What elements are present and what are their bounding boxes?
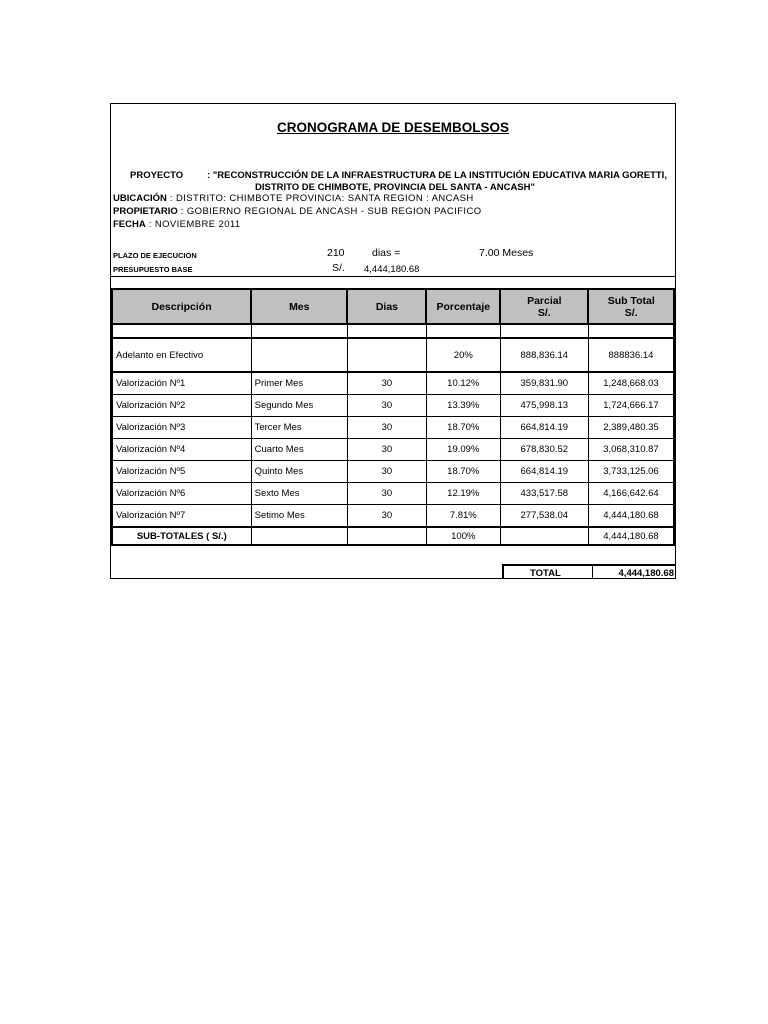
table-row [112, 439, 674, 461]
row-porcentaje: 10.12% [426, 372, 500, 395]
row-parcial: 664,814.19 [500, 461, 588, 483]
row-parcial: 433,517.58 [500, 483, 588, 505]
col-parcial-line1: Parcial [527, 294, 562, 307]
fecha-value: : NOVIEMBRE 2011 [148, 219, 241, 230]
proyecto-line-1: : "RECONSTRUCCIÓN DE LA INFRAESTRUCTURA DE LA INSTITUCIÓN EDUCATIVA MARIA GORETTI, [207, 170, 667, 181]
subtotales-subtotal: 4,444,180.68 [588, 527, 674, 545]
propietario-label: PROPIETARIO [113, 206, 178, 217]
total-separator [592, 566, 593, 579]
adelanto-parcial: 888,836.14 [500, 338, 588, 372]
row-dias: 30 [347, 372, 426, 395]
plazo-label: PLAZO DE EJECUCION [113, 251, 197, 260]
subtotales-porcentaje: 100% [426, 527, 500, 545]
spacer-cell [500, 324, 588, 338]
propietario-value: : GOBIERNO REGIONAL DE ANCASH - SUB REGION PACIFICO [180, 206, 482, 217]
document-title: CRONOGRAMA DE DESEMBOLSOS [276, 120, 509, 135]
row-dias: 30 [347, 417, 426, 439]
proyecto-line-2: DISTRITO DE CHIMBOTE, PROVINCIA DEL SANTA - ANCASH" [255, 182, 536, 193]
proyecto-label: PROYECTO [130, 170, 184, 181]
ubicacion-row [113, 193, 474, 204]
header-divider [111, 276, 675, 277]
row-subtotal: 1,724,666.17 [588, 395, 674, 417]
document-sheet [110, 103, 676, 579]
total-label: TOTAL [530, 568, 561, 579]
col-subtotal-line1: Sub Total [607, 294, 655, 307]
fecha-label: FECHA [113, 219, 146, 230]
presupuesto-label: PRESUPUESTO BASE [113, 265, 193, 274]
row-parcial: 277,538.04 [500, 505, 588, 528]
table-header-row [112, 289, 674, 324]
row-subtotal: 1,248,668.03 [588, 372, 674, 395]
row-subtotal: 3,733,125.06 [588, 461, 674, 483]
row-porcentaje: 7.81% [426, 505, 500, 528]
plazo-dias: 210 [327, 247, 345, 259]
plazo-meses: 7.00 Meses [479, 247, 534, 259]
col-subtotal-line2: S/. [624, 306, 638, 319]
table-row [112, 505, 674, 528]
propietario-row [113, 206, 482, 217]
row-dias: 30 [347, 439, 426, 461]
subtotales-row [112, 527, 674, 545]
row-parcial: 359,831.90 [500, 372, 588, 395]
col-dias: Dias [347, 289, 426, 324]
row-descripcion: Valorización Nº7 [112, 505, 251, 528]
subtotales-label: SUB-TOTALES ( S/.) [112, 527, 251, 545]
row-mes: Segundo Mes [251, 395, 347, 417]
table-row [112, 483, 674, 505]
col-mes: Mes [251, 289, 347, 324]
row-mes: Cuarto Mes [251, 439, 347, 461]
subtotales-dias [347, 527, 426, 545]
presupuesto-currency: S/. [332, 262, 345, 274]
total-box [502, 564, 676, 579]
spacer-cell [588, 324, 674, 338]
ubicacion-label: UBICACIÓN [113, 193, 167, 204]
row-parcial: 664,814.19 [500, 417, 588, 439]
table-row [112, 461, 674, 483]
row-mes: Primer Mes [251, 372, 347, 395]
row-mes: Sexto Mes [251, 483, 347, 505]
adelanto-row [112, 338, 674, 372]
row-dias: 30 [347, 483, 426, 505]
subtotales-mes [251, 527, 347, 545]
row-descripcion: Valorización Nº5 [112, 461, 251, 483]
adelanto-mes [251, 338, 347, 372]
col-parcial-line2: S/. [537, 306, 551, 319]
row-subtotal: 4,444,180.68 [588, 505, 674, 528]
presupuesto-value: 4,444,180.68 [364, 264, 420, 275]
row-parcial: 475,998.13 [500, 395, 588, 417]
subtotales-parcial [500, 527, 588, 545]
table-row [112, 372, 674, 395]
adelanto-descripcion: Adelanto en Efectivo [112, 338, 251, 372]
spacer-cell [112, 324, 251, 338]
col-descripcion: Descripción [112, 289, 251, 324]
spacer-cell [251, 324, 347, 338]
row-porcentaje: 13.39% [426, 395, 500, 417]
row-dias: 30 [347, 461, 426, 483]
fecha-row [113, 219, 241, 230]
col-subtotal [588, 289, 674, 324]
row-porcentaje: 19.09% [426, 439, 500, 461]
ubicacion-value: : DISTRITO: CHIMBOTE PROVINCIA: SANTA REGION : ANCASH [169, 193, 474, 204]
row-descripcion: Valorización Nº3 [112, 417, 251, 439]
row-mes: Quinto Mes [251, 461, 347, 483]
spacer-cell [347, 324, 426, 338]
row-dias: 30 [347, 395, 426, 417]
disbursement-table [111, 288, 675, 546]
row-descripcion: Valorización Nº6 [112, 483, 251, 505]
adelanto-porcentaje: 20% [426, 338, 500, 372]
row-mes: Setimo Mes [251, 505, 347, 528]
table-spacer-row [112, 324, 674, 338]
row-subtotal: 2,389,480.35 [588, 417, 674, 439]
row-porcentaje: 12.19% [426, 483, 500, 505]
row-descripcion: Valorización Nº4 [112, 439, 251, 461]
row-descripcion: Valorización Nº1 [112, 372, 251, 395]
col-parcial [500, 289, 588, 324]
table-row [112, 395, 674, 417]
col-porcentaje: Porcentaje [426, 289, 500, 324]
plazo-dias-label: dias = [372, 247, 401, 259]
row-descripcion: Valorización Nº2 [112, 395, 251, 417]
adelanto-subtotal: 888836.14 [588, 338, 674, 372]
row-subtotal: 4,166,642.64 [588, 483, 674, 505]
row-subtotal: 3,068,310.87 [588, 439, 674, 461]
row-mes: Tercer Mes [251, 417, 347, 439]
row-parcial: 678,830.52 [500, 439, 588, 461]
adelanto-dias [347, 338, 426, 372]
row-porcentaje: 18.70% [426, 417, 500, 439]
row-dias: 30 [347, 505, 426, 528]
total-value: 4,444,180.68 [618, 568, 674, 579]
spacer-cell [426, 324, 500, 338]
table-row [112, 417, 674, 439]
row-porcentaje: 18.70% [426, 461, 500, 483]
